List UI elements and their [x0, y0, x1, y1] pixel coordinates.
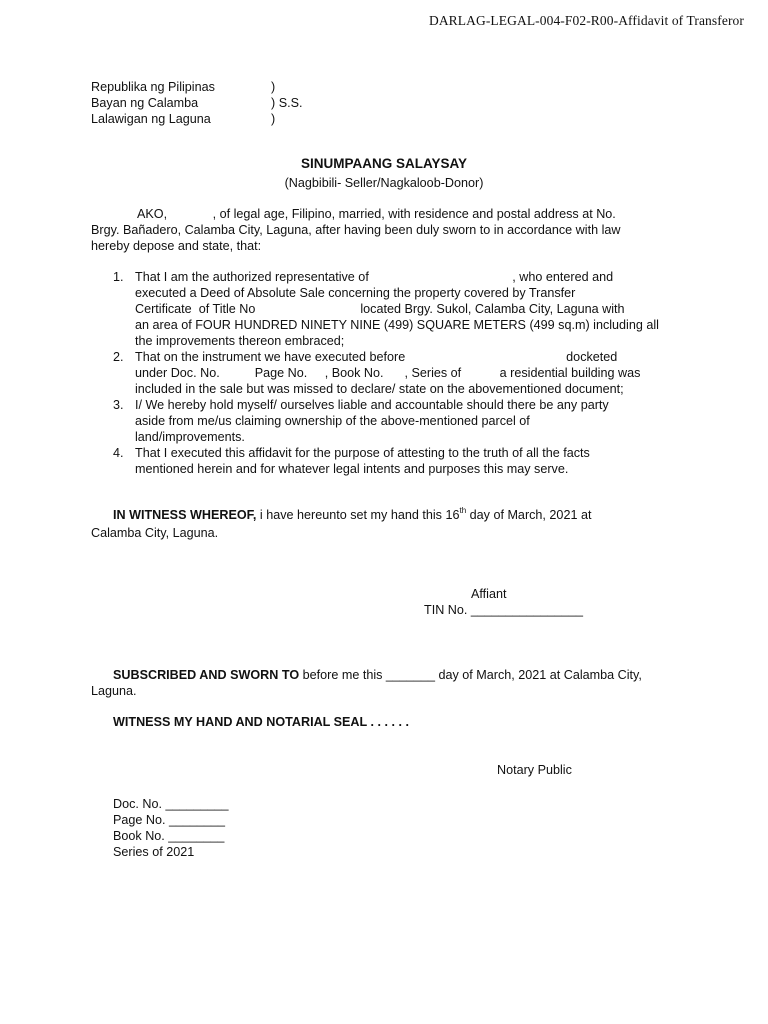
venue-block [91, 79, 303, 127]
venue-mark: ) S.S. [271, 96, 303, 110]
clause-line: Certificate of Title No located Brgy. Sukol, Calamba City, Laguna with [135, 302, 625, 316]
clause-item [113, 349, 688, 397]
notarial-seal-line: WITNESS MY HAND AND NOTARIAL SEAL . . . . . . [113, 715, 409, 729]
venue-place: Bayan ng Calamba [91, 96, 199, 110]
intro-line: hereby depose and state, that: [91, 239, 262, 253]
subscribed-heading: SUBSCRIBED AND SWORN TO [113, 668, 300, 682]
witness-paragraph [91, 507, 651, 541]
subscribed-text: before me this _______ day of March, 2021 at Calamba City, [299, 668, 642, 682]
clause-list [113, 269, 688, 477]
notary-public-label: Notary Public [497, 763, 572, 777]
clause-number: 1. [113, 270, 124, 284]
clause-number: 4. [113, 446, 124, 460]
clause-text [135, 397, 688, 445]
witness-line [91, 507, 651, 523]
clause-item [113, 269, 688, 349]
venue-row [91, 111, 303, 127]
clause-line: an area of FOUR HUNDRED NINETY NINE (499) SQUARE METERS (499 sq.m) including all [135, 318, 659, 332]
document-title: SINUMPAANG SALAYSAY [300, 156, 468, 171]
notarial-entry: Series of 2021 [113, 845, 195, 859]
venue-row [91, 95, 303, 111]
clause-number: 2. [113, 350, 124, 364]
clause-line: That I executed this affidavit for the purpose of attesting to the truth of all the facts [135, 446, 590, 460]
subscribed-line: Laguna. [91, 684, 137, 698]
venue-row [91, 79, 303, 95]
venue-mark: ) [271, 112, 276, 126]
venue-mark: ) [271, 80, 276, 94]
notarial-entry: Book No. ________ [113, 829, 225, 843]
clause-item [113, 445, 688, 477]
witness-line: Calamba City, Laguna. [91, 526, 219, 540]
witness-text: day of March, 2021 at [466, 508, 592, 522]
tin-field: TIN No. ________________ [424, 603, 583, 617]
clause-line: included in the sale but was missed to declare/ state on the abovementioned document; [135, 382, 624, 396]
clause-line: land/improvements. [135, 430, 245, 444]
ordinal-suffix: th [459, 506, 467, 515]
clause-number: 3. [113, 398, 124, 412]
intro-line: Brgy. Bañadero, Calamba City, Laguna, after having been duly sworn to in accordance with law [91, 223, 621, 237]
intro-line: AKO, , of legal age, Filipino, married, with residence and postal address at No. [137, 207, 616, 221]
witness-text: i have hereunto set my hand this 16 [256, 508, 460, 522]
clause-text [135, 349, 688, 397]
affiant-label: Affiant [471, 587, 507, 601]
clause-line: executed a Deed of Absolute Sale concerning the property covered by Transfer [135, 286, 576, 300]
subscribed-line [91, 667, 676, 683]
venue-place: Republika ng Pilipinas [91, 80, 215, 94]
venue-place: Lalawigan ng Laguna [91, 112, 211, 126]
notarial-entries [113, 796, 229, 860]
subscribed-paragraph [91, 667, 676, 699]
clause-text [135, 269, 688, 349]
clause-text [135, 445, 688, 477]
clause-line: That on the instrument we have executed before docketed [135, 350, 618, 364]
clause-line: under Doc. No. Page No. , Book No. , Series of a residential building was [135, 366, 641, 380]
intro-paragraph [91, 206, 681, 254]
witness-heading: IN WITNESS WHEREOF, [113, 508, 257, 522]
clause-item [113, 397, 688, 445]
clause-line: aside from me/us claiming ownership of the above-mentioned parcel of [135, 414, 530, 428]
document-subtitle: (Nagbibili- Seller/Nagkaloob-Donor) [284, 176, 484, 190]
clause-line: the improvements thereon embraced; [135, 334, 345, 348]
notarial-entry: Page No. ________ [113, 813, 226, 827]
clause-line: mentioned herein and for whatever legal intents and purposes this may serve. [135, 462, 569, 476]
notarial-entry: Doc. No. _________ [113, 797, 229, 811]
document-code: DARLAG-LEGAL-004-F02-R00-Affidavit of Transferor [428, 13, 744, 28]
clause-line: I/ We hereby hold myself/ ourselves liable and accountable should there be any party [135, 398, 609, 412]
clause-line: That I am the authorized representative of , who entered and [135, 270, 614, 284]
